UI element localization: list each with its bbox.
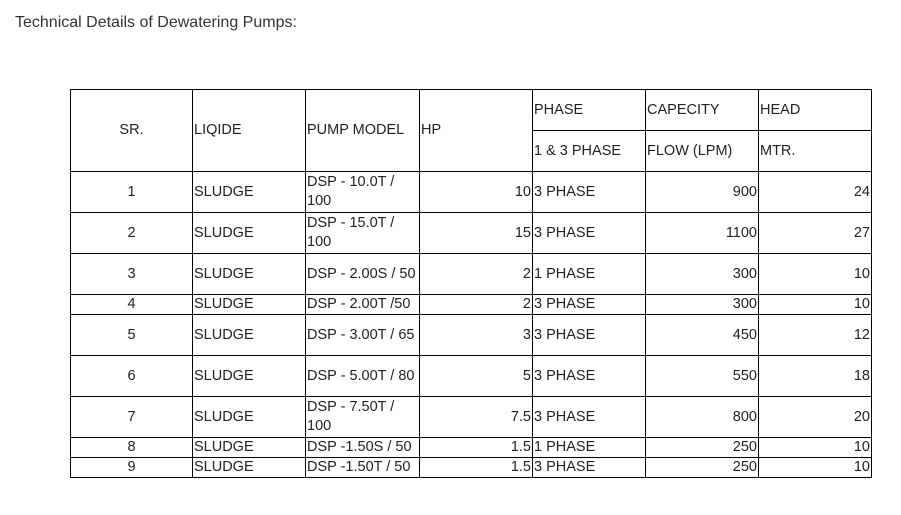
table-row xyxy=(71,397,872,438)
cell-liquid: SLUDGE xyxy=(193,213,306,254)
cell-flow: 1100 xyxy=(646,213,759,254)
cell-sr: 3 xyxy=(71,254,193,295)
cell-sr: 8 xyxy=(71,438,193,458)
cell-model: DSP -1.50T / 50 xyxy=(306,458,420,478)
cell-model: DSP - 2.00S / 50 xyxy=(306,254,420,295)
header-pump-model: PUMP MODEL xyxy=(306,90,420,172)
cell-liquid: SLUDGE xyxy=(193,458,306,478)
cell-phase: 3 PHASE xyxy=(533,458,646,478)
header-capacity: CAPECITY xyxy=(646,90,759,131)
subheader-head: MTR. xyxy=(759,131,872,172)
cell-liquid: SLUDGE xyxy=(193,295,306,315)
table-row xyxy=(71,438,872,458)
table-row xyxy=(71,458,872,478)
cell-hp: 10 xyxy=(420,172,533,213)
page-title: Technical Details of Dewatering Pumps: xyxy=(15,14,297,31)
cell-model: DSP - 10.0T / 100 xyxy=(306,172,420,213)
header-sr: SR. xyxy=(71,90,193,172)
cell-model: DSP - 2.00T /50 xyxy=(306,295,420,315)
table-header-row xyxy=(71,90,872,131)
cell-phase: 3 PHASE xyxy=(533,213,646,254)
cell-head: 27 xyxy=(759,213,872,254)
cell-phase: 3 PHASE xyxy=(533,172,646,213)
cell-head: 10 xyxy=(759,295,872,315)
subheader-flow: FLOW (LPM) xyxy=(646,131,759,172)
cell-hp: 5 xyxy=(420,356,533,397)
cell-flow: 300 xyxy=(646,254,759,295)
cell-head: 12 xyxy=(759,315,872,356)
cell-phase: 3 PHASE xyxy=(533,356,646,397)
header-phase: PHASE xyxy=(533,90,646,131)
table-row xyxy=(71,213,872,254)
cell-hp: 3 xyxy=(420,315,533,356)
cell-model: DSP - 7.50T / 100 xyxy=(306,397,420,438)
cell-liquid: SLUDGE xyxy=(193,356,306,397)
cell-flow: 250 xyxy=(646,458,759,478)
cell-model: DSP - 3.00T / 65 xyxy=(306,315,420,356)
cell-head: 10 xyxy=(759,438,872,458)
table-row xyxy=(71,254,872,295)
header-liquid: LIQIDE xyxy=(193,90,306,172)
cell-hp: 2 xyxy=(420,254,533,295)
cell-phase: 3 PHASE xyxy=(533,315,646,356)
cell-liquid: SLUDGE xyxy=(193,254,306,295)
cell-hp: 1.5 xyxy=(420,438,533,458)
cell-phase: 1 PHASE xyxy=(533,438,646,458)
header-hp: HP xyxy=(420,90,533,172)
cell-sr: 9 xyxy=(71,458,193,478)
cell-hp: 7.5 xyxy=(420,397,533,438)
cell-flow: 250 xyxy=(646,438,759,458)
cell-head: 18 xyxy=(759,356,872,397)
cell-model: DSP -1.50S / 50 xyxy=(306,438,420,458)
cell-flow: 550 xyxy=(646,356,759,397)
cell-sr: 6 xyxy=(71,356,193,397)
pump-specs-table xyxy=(70,89,872,478)
cell-sr: 2 xyxy=(71,213,193,254)
table-row xyxy=(71,172,872,213)
cell-flow: 800 xyxy=(646,397,759,438)
cell-flow: 900 xyxy=(646,172,759,213)
cell-head: 20 xyxy=(759,397,872,438)
cell-liquid: SLUDGE xyxy=(193,397,306,438)
cell-hp: 1.5 xyxy=(420,458,533,478)
cell-liquid: SLUDGE xyxy=(193,438,306,458)
cell-flow: 450 xyxy=(646,315,759,356)
cell-head: 10 xyxy=(759,254,872,295)
cell-sr: 1 xyxy=(71,172,193,213)
subheader-phase: 1 & 3 PHASE xyxy=(533,131,646,172)
cell-sr: 4 xyxy=(71,295,193,315)
table-row xyxy=(71,356,872,397)
cell-phase: 3 PHASE xyxy=(533,397,646,438)
cell-sr: 5 xyxy=(71,315,193,356)
cell-flow: 300 xyxy=(646,295,759,315)
cell-sr: 7 xyxy=(71,397,193,438)
cell-phase: 1 PHASE xyxy=(533,254,646,295)
cell-hp: 2 xyxy=(420,295,533,315)
table-row xyxy=(71,295,872,315)
cell-liquid: SLUDGE xyxy=(193,315,306,356)
header-head: HEAD xyxy=(759,90,872,131)
table-row xyxy=(71,315,872,356)
cell-head: 24 xyxy=(759,172,872,213)
cell-liquid: SLUDGE xyxy=(193,172,306,213)
cell-model: DSP - 5.00T / 80 xyxy=(306,356,420,397)
cell-model: DSP - 15.0T / 100 xyxy=(306,213,420,254)
cell-hp: 15 xyxy=(420,213,533,254)
cell-head: 10 xyxy=(759,458,872,478)
cell-phase: 3 PHASE xyxy=(533,295,646,315)
